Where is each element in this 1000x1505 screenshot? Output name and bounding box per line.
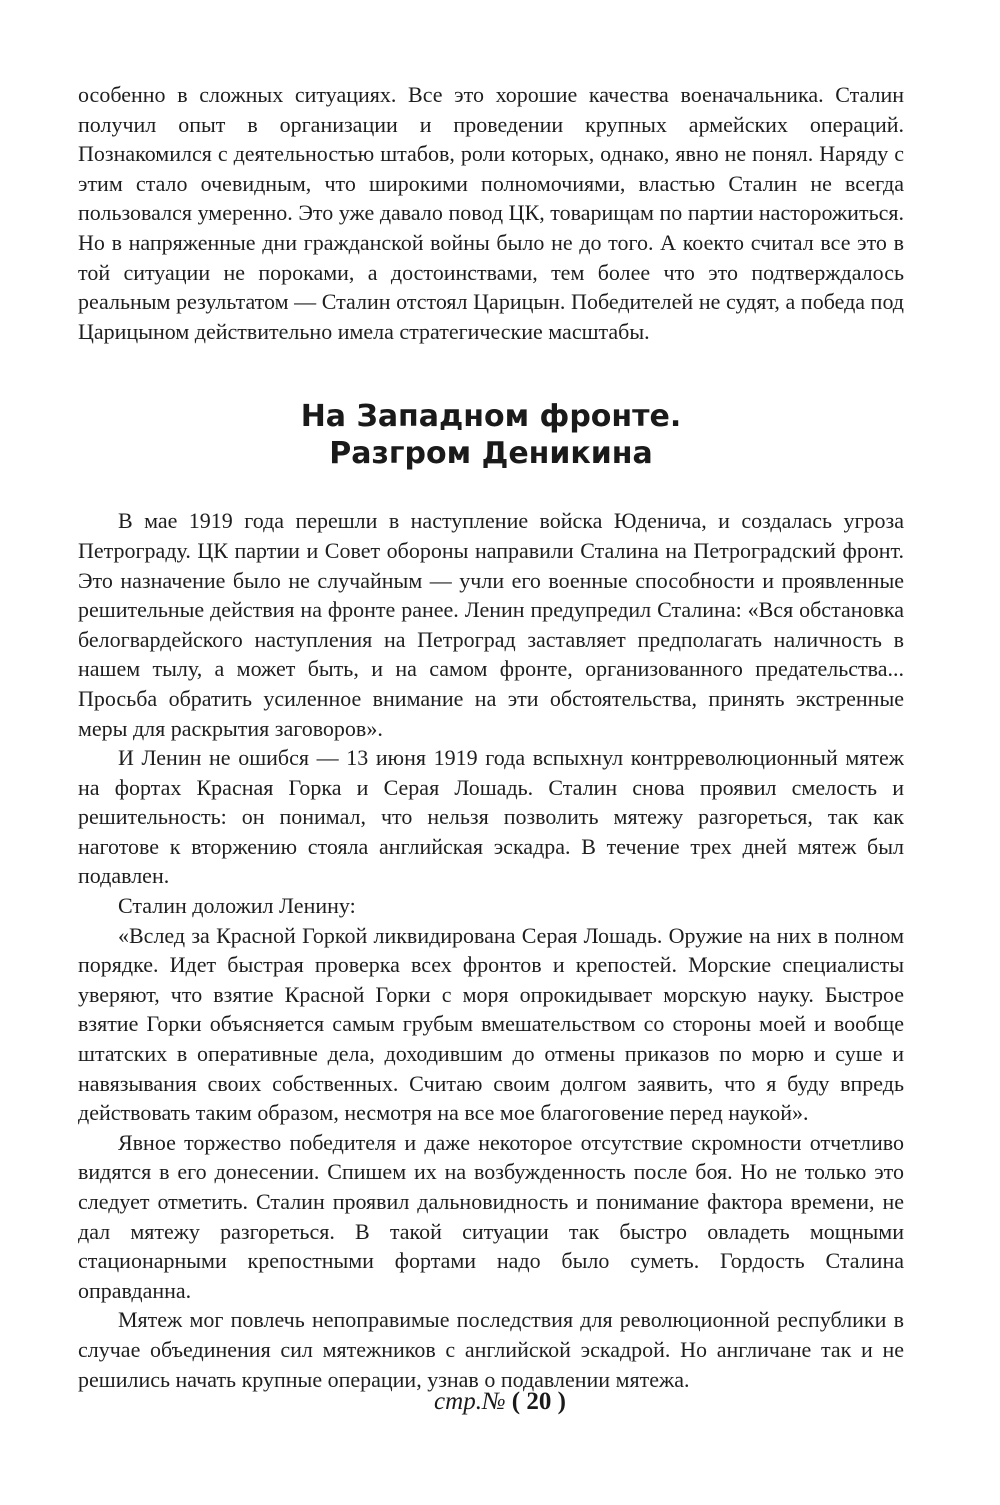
page-number: ( 20 ) — [511, 1388, 566, 1415]
section-title-line-2: Разгром Деникина — [329, 436, 653, 472]
section-title — [78, 398, 904, 472]
section-title-line-1: На Западном фронте. — [300, 399, 682, 435]
intro-paragraph: особенно в сложных ситуациях. Все это хорошие качества военачальника. Сталин получил опыт в организации и проведении крупных армейских операций. Познакомился с деятельностью штабов, роли которых, однако, явно не понял. Наряду с этим стало очевидным, что широкими полномочиями, властью Сталин не всегда пользовался умеренно. Это уже давало повод ЦК, товарищам по партии насторожиться. Но в напряженные дни гражданской войны было не до того. А коекто считал все это в той ситуации не пороками, а достоинствами, тем более что это подтверждалось реальным результатом — Сталин отстоял Царицын. Победителей не судят, а победа под Царицыном действительно имела стратегические масштабы. — [78, 82, 904, 344]
page-footer — [0, 1388, 1000, 1416]
paragraph-triumph: Явное торжество победителя и даже некоторое отсутствие скромности отчетливо видятся в его донесении. Спишем их на возбужденность после боя. Но не только это следует отметить. Сталин проявил дальновидность и понимание фактора времени, не дал мятежу разгореться. В такой ситуации так быстро овладеть мощными стационарными крепостными фортами надо было суметь. Гордость Сталина оправданна. — [78, 1129, 904, 1303]
paragraph-report-quote: «Вслед за Красной Горкой ликвидирована Серая Лошадь. Оружие на них в полном порядке. Идет быстрая проверка всех фронтов и крепостей. Морские специалисты уверяют, что взятие Красной Горки с моря опрокидывает морскую науку. Быстрое взятие Горки объясняется самым грубым вмешательством со стороны моей и вообще штатских в оперативные дела, доходившим до отмены приказов по морю и суше и навязывания своих собственных. Считаю своим долгом заявить, что я буду впредь действовать таким образом, несмотря на все мое благоговение перед наукой». — [78, 922, 904, 1126]
paragraph-consequences: Мятеж мог повлечь непоправимые последствия для революционной республики в случае объединения сил мятежников с английской эскадрой. Но англичане так и не решились начать крупные операции, узнав о подавлении мятежа. — [78, 1307, 904, 1392]
paragraph-yudenich: В мае 1919 года перешли в наступление войска Юденича, и создалась угроза Петрограду. ЦК партии и Совет обороны направили Сталина на Петроградский фронт. Это назначение было не случайным — учли его военные способности и проявленные решительные действия на фронте ранее. Ленин предупредил Сталина: «Вся обстановка белогвардейского наступления на Петроград заставляет предполагать наличность в нашем тылу, а может быть, и на самом фронте, организованного предательства... Просьба обратить усиленное внимание на эти обстоятельства, принять экстренные меры для раскрытия заговоров». — [78, 508, 904, 741]
paragraph-mutiny: И Ленин не ошибся — 13 июня 1919 года вспыхнул контрреволюционный мятеж на фортах Красная Горка и Серая Лошадь. Сталин снова проявил смелость и решительность: он понимал, что нельзя позволить мятежу разгореться, так как наготове к вторжению стояла английская эскадра. В течение трех дней мятеж был подавлен. — [78, 745, 904, 889]
paragraph-report-intro: Сталин доложил Ленину: — [118, 893, 356, 919]
page-body — [78, 80, 904, 1394]
page-label: стр.№ — [434, 1388, 506, 1415]
